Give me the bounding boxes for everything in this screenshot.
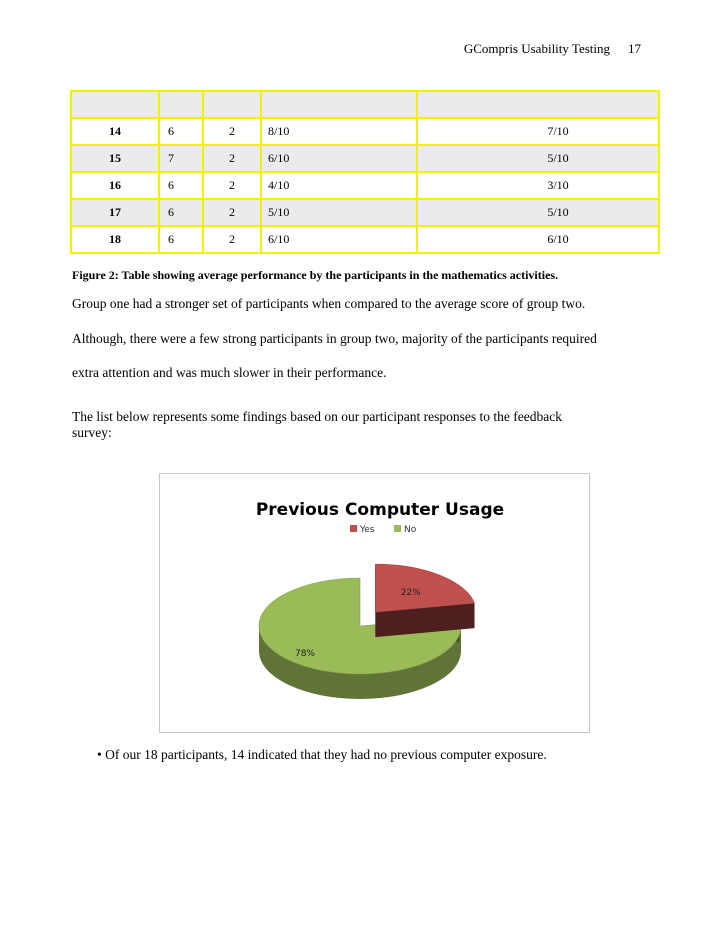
- paragraph-1: Group one had a stronger set of participants when compared to the average score of group two.: [72, 296, 586, 311]
- table-cell: 5/10: [417, 199, 659, 226]
- page-number: 17: [628, 41, 641, 56]
- pie-chart: [159, 473, 590, 733]
- table-cell: 16: [71, 172, 159, 199]
- legend-swatch-no: [394, 525, 401, 532]
- paragraph-5: survey:: [72, 425, 112, 440]
- table-cell: 5/10: [417, 145, 659, 172]
- table-cell: 15: [71, 145, 159, 172]
- paragraph-3: extra attention and was much slower in their performance.: [72, 365, 387, 380]
- table-cell: 6/10: [417, 226, 659, 253]
- table-cell: 6/10: [261, 145, 417, 172]
- table-cell: 4/10: [261, 172, 417, 199]
- finding-bullet: • Of our 18 participants, 14 indicated that they had no previous computer exposure.: [97, 747, 547, 762]
- table-cell: 14: [71, 118, 159, 145]
- legend-label-no: No: [404, 525, 417, 535]
- table-row: [71, 118, 659, 145]
- figure-caption: Figure 2: Table showing average performance by the participants in the mathematics activities.: [72, 268, 559, 282]
- table-cell: 2: [203, 118, 261, 145]
- table-cell: 6/10: [261, 226, 417, 253]
- pie-chart-svg: [160, 474, 589, 732]
- chart-slices: [259, 564, 475, 699]
- table-cell: 2: [203, 226, 261, 253]
- table-cell: 6: [159, 199, 203, 226]
- paragraph-2: Although, there were a few strong participants in group two, majority of the participants required: [72, 331, 597, 346]
- paragraph-4: The list below represents some findings based on our participant responses to the feedback: [72, 409, 562, 424]
- table-cell: 2: [203, 145, 261, 172]
- table-cell: 7: [159, 145, 203, 172]
- table-cell: 6: [159, 118, 203, 145]
- table-row: [71, 226, 659, 253]
- data-label-no: 78%: [294, 649, 316, 659]
- table-cell: 3/10: [417, 172, 659, 199]
- table-row: [71, 172, 659, 199]
- table-cell: 2: [203, 172, 261, 199]
- table-cell: 8/10: [261, 118, 417, 145]
- legend-swatch-yes: [350, 525, 357, 532]
- table-cell: 7/10: [417, 118, 659, 145]
- table-row: [71, 199, 659, 226]
- legend-label-yes: Yes: [360, 525, 375, 535]
- table-cell: 6: [159, 226, 203, 253]
- running-title: GCompris Usability Testing: [463, 41, 610, 56]
- table-header-row: [71, 91, 659, 118]
- chart-legend: [350, 525, 417, 535]
- performance-table: [70, 90, 660, 254]
- table-cell: 2: [203, 199, 261, 226]
- table-cell: 6: [159, 172, 203, 199]
- table-cell: 17: [71, 199, 159, 226]
- table-cell: 5/10: [261, 199, 417, 226]
- table-row: [71, 145, 659, 172]
- chart-title: Previous Computer Usage: [255, 500, 505, 520]
- data-label-yes: 22%: [400, 587, 421, 598]
- running-header: [464, 41, 641, 57]
- table-cell: 18: [71, 226, 159, 253]
